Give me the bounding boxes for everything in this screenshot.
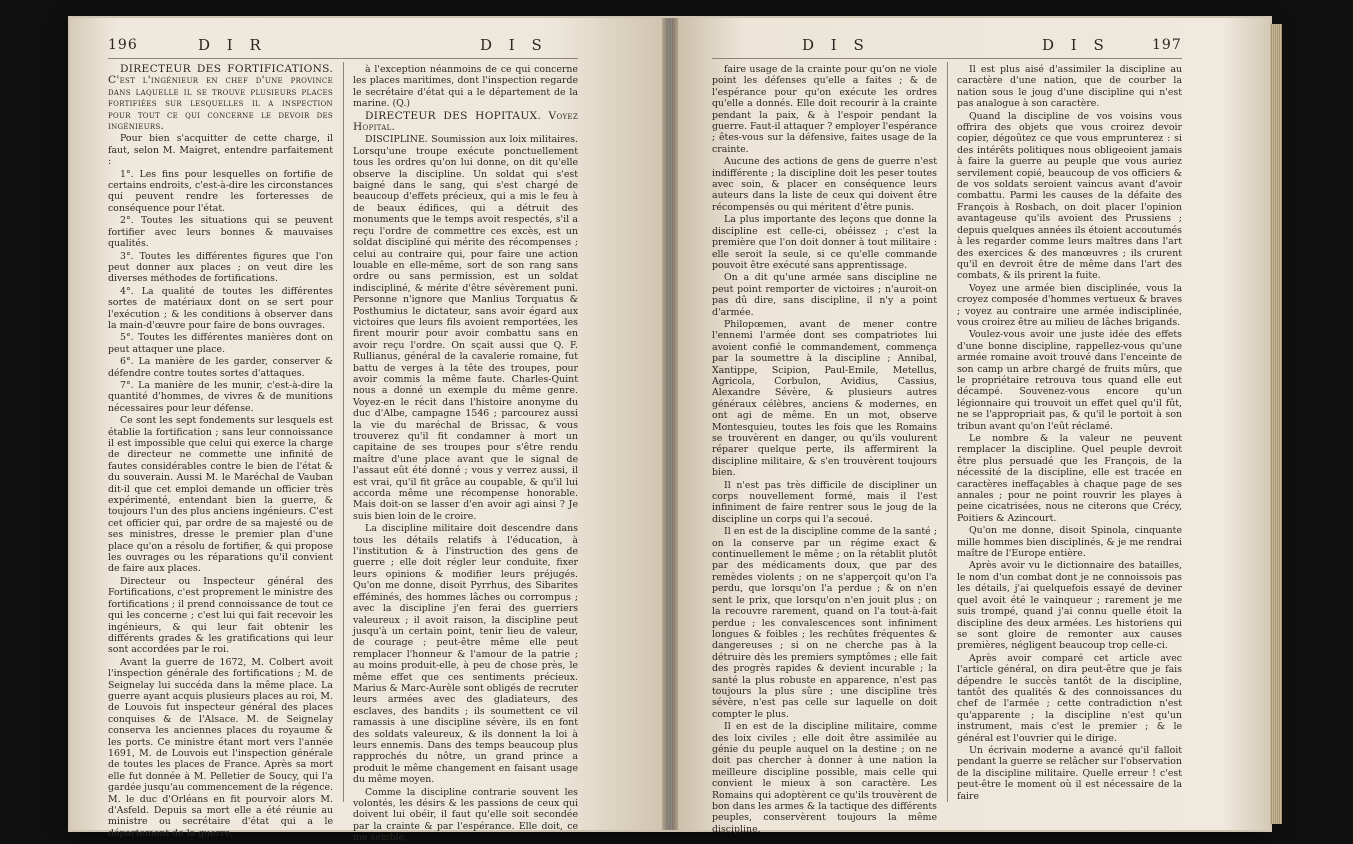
left-folio: 196 [108, 37, 138, 53]
paragraph: Quand la discipline de vos voisins vous offrira des objets que vous croirez devoir copier, dégoûtez ce que vous emprunterez : si des intérêts politiques nous obligeoient jamais à faire la guerre au peuple que vous auriez servilement copié, beaucoup de vos officiers & de vos soldats seroient vaincus avant d'avoir combattu. Parmi les causes de la défaite des François à Rosbach, on doit placer l'opinion avantageuse qu'ils avoient des Prussiens ; depuis quelques années ils étoient accoutumés à les regarder comme leurs maîtres dans l'art des exercices & des manœuvres ; ils crurent qu'il en devroit être de même dans l'art des combats, & ils prirent la fuite. [957, 110, 1182, 282]
paragraph: Directeur ou Inspecteur général des Fortifications, c'est proprement le ministre des fortifications ; il prend connoissance de tout ce qui les concerne ; c'est lui qui fait recevoir les ingénieurs, & qui leur fait obtenir les différents grades & les gratifications qui leur sont accordées par le roi. [108, 575, 333, 656]
entry-directeur-fortifications: DIRECTEUR DES FORTIFICATIONS. C'est l'ingénieur en chef d'une province dans laquelle il se trouve plusieurs places fortifiées sur lesquelles il a inspection pour tout ce qui concerne le devoir des ingénieurs. [108, 63, 333, 133]
paragraph: Ce sont les sept fondements sur lesquels est établie la fortification ; sans leur connoissance il est impossible que celui qui exerce la charge de directeur ne commette une infinité de fautes considérables contre le bien de l'état & du souverain. Aussi M. le Maréchal de Vauban dit-il que cet emploi demande un officier très expérimenté, entendant bien la guerre, & toujours l'un des plus anciens ingénieurs. C'est cet officier qui, par ordre de sa majesté ou de ses ministres, dresse le premier plan d'une place qu'on a résolu de fortifier, & qui propose les ouvrages ou les réparations qu'il convient de faire aux places. [108, 415, 333, 575]
right-running-head-title: D I S [1042, 36, 1110, 54]
left-column-1 [108, 63, 333, 839]
paragraph: Voulez-vous avoir une juste idée des effets d'une bonne discipline, rappellez-vous qu'une armée romaine avoit trouvé dans l'enceinte de son camp un arbre chargé de fruits mûrs, que le propriétaire retrouva tous quand elle eut décampé. Souvenez-vous encore qu'un légionnaire qui trouvoit un effet quel qu'il fût, ne se l'appropriait pas, & qu'il le portoit à son tribun avant qu'on l'eût réclamé. [957, 329, 1182, 432]
paragraph: La plus importante des leçons que donne la discipline est celle-ci, obéissez ; c'est la première que l'on doit donner à tout militaire : elle seroit la seule, si ce qu'elle commande pouvoit être exécuté sans apprentissage. [712, 214, 937, 271]
paragraph: Il est plus aisé d'assimiler la discipline au caractère d'une nation, que de courber la nation sous le joug d'une discipline qui n'est pas analogue à son caractère. [957, 64, 1182, 110]
paragraph: 2°. Toutes les situations qui se peuvent fortifier avec leurs bonnes & mauvaises qualités. [108, 215, 333, 250]
paragraph: Comme la discipline contrarie souvent les volontés, les désirs & les passions de ceux qui doivent lui obéir, il faut qu'elle soit secondée par la crainte & par l'espérance. Elle doit, ce me semble, [353, 786, 578, 844]
left-column-2 [353, 64, 578, 844]
paragraph: Après avoir vu le dictionnaire des batailles, le nom d'un combat dont je ne connoissois pas les détails, j'ai quelquefois essayé de deviner quel avoit été le vainqueur ; rarement je me suis trompé, quand j'ai connu quelle étoit la discipline des deux armées. Les historiens qui se sont gloire de remonter aux causes premières, négligent beaucoup trop celle-ci. [957, 560, 1182, 652]
paragraph: Un écrivain moderne a avancé qu'il falloit pendant la guerre se relâcher sur l'observation de la discipline militaire. Quelle erreur ! c'est peut-être le moment où il est nécessaire de la faire [957, 744, 1182, 802]
paragraph: La discipline militaire doit descendre dans tous les détails relatifs à l'éducation, à l'institution & à l'instruction des gens de guerre ; elle doit régler leur conduite, fixer leurs opinions & modifier leurs préjugés. Qu'on me donne, disoit Pyrrhus, des Sibarites efféminés, des hommes lâches ou corrompus ; avec la discipline j'en ferai des guerriers valeureux ; il avoit raison, la discipline peut jusqu'à un certain point, tenir lieu de valeur, de courage ; peut-être même elle peut remplacer l'honneur & l'amour de la patrie ; au moins produit-elle, à peu de chose près, le même effet que ces sentiments précieux. Marius & Marc-Aurèle sont obligés de recruter leurs armées avec des gladiateurs, des esclaves, des bandits ; ils soumettent ce vil ramassis à une discipline sévère, ils en font des soldats valeureux, & ils donnent la loi à leurs ennemis. Dans des temps beaucoup plus rapprochés du nôtre, un grand prince a produit le même changement en faisant usage du même moyen. [353, 523, 578, 786]
left-running-head-title: D I R [198, 36, 267, 54]
entry-directeur-hopitaux: DIRECTEUR DES HOPITAUX. Voyez Hopital. [353, 109, 578, 134]
paragraph: 3°. Toutes les différentes figures que l'on peut donner aux places ; on veut dire les diverses méthodes de fortifications. [108, 250, 333, 285]
book-gutter [662, 18, 678, 830]
right-column-2 [957, 64, 1182, 804]
paragraph: Il en est de la discipline militaire, comme des loix civiles ; elle doit être assimilée au génie du peuple auquel on la destine ; on ne doit pas chercher à donner à une nation la meilleure discipline possible, mais celle qui convient le mieux à son caractère. Les Romains qui adoptèrent ce qu'ils trouvèrent de bon dans les armes & la tactique des différents peuples, conservèrent toujours la même discipline. [712, 721, 937, 835]
paragraph: Pour bien s'acquitter de cette charge, il faut, selon M. Maigret, entendre parfaitement : [108, 133, 333, 168]
left-page [108, 36, 588, 844]
paragraph: Il n'est pas très difficile de discipliner un corps nouvellement formé, mais il l'est infiniment de faire rentrer sous le joug de la discipline un corps qui l'a secoué. [712, 479, 937, 525]
paragraph: à l'exception néanmoins de ce qui concerne les places maritimes, dont l'inspection regarde le secrétaire d'état qui a le département de la marine. (Q.) [353, 64, 578, 110]
right-column-1 [712, 64, 938, 835]
paragraph: Philopœmen, avant de mener contre l'ennemi l'armée dont ses compatriotes lui avoient confié le commandement, commença par la soumettre à la discipline ; Annibal, Xantippe, Scipion, Paul-Emile, Metellus, Agricola, Corbulon, Avidius, Cassius, Alexandre Sévère, & plusieurs autres généraux célèbres, anciens & modernes, en ont agi de même. En un mot, observe Montesquieu, toutes les fois que les Romains se trouvèrent en danger, ou qu'ils voulurent réparer quelque perte, ils affermirent la discipline militaire, & s'en trouvèrent toujours bien. [712, 318, 937, 479]
paragraph: 6°. La manière de les garder, conserver & défendre contre toutes sortes d'attaques. [108, 356, 333, 379]
right-head-rule [712, 58, 1182, 59]
paragraph: Après avoir comparé cet article avec l'article général, on dira peut-être que je fais dépendre le succès tantôt de la discipline, tantôt des qualités & des connoissances du chef de l'armée ; cette contradiction n'est qu'apparente ; la discipline n'est qu'un instrument, mais c'est le premier ; & le général est l'ouvrier qui le dirige. [957, 652, 1182, 744]
paragraph: Avant la guerre de 1672, M. Colbert avoit l'inspection générale des fortifications ; M. de Seignelay lui succéda dans la même place. La guerre ayant acquis plusieurs places au roi, M. de Louvois fut inspecteur général des places conquises & de l'Alsace. M. de Seignelay conserva les anciennes places du royaume & les ports. Ce ministre étant mort vers l'année 1691, M. de Louvois eut l'inspection générale de toutes les places de France. Après sa mort elle fut donnée à M. Pelletier de Soucy, qui l'a gardée jusqu'au commencement de la régence. M. le duc d'Orléans en fit pourvoir alors M. d'Asfeld. Depuis sa mort elle a été réunie au ministre ou secrétaire d'état qui a le département de la guerre, [108, 656, 333, 839]
paragraph: 4°. La qualité de toutes les différentes sortes de matériaux dont on se sert pour l'exécution ; & les conditions à observer dans la main-d'œuvre pour faire de bons ouvrages. [108, 285, 333, 331]
left-head-rule [108, 58, 578, 59]
right-page [712, 36, 1187, 835]
paragraph: Il en est de la discipline comme de la santé ; on la conserve par un régime exact & continuellement le même ; on la rétablit plutôt par des médicaments doux, que par des remèdes violents ; on ne s'apperçoit qu'on l'a perdu, que lorsqu'on l'a perdue ; & on n'en sent le prix, que lorsqu'on n'en jouit plus ; on la recouvre rarement, quand on l'a tout-à-fait perdue ; les convalescences sont infiniment longues & foibles ; les rechûtes fréquentes & dangereuses ; si on ne cherche pas à la détruire dès les premiers symptômes ; elle fait des progrès rapides & devient incurable ; la santé la plus robuste en apparence, n'est pas toujours la plus sûre ; une discipline très sévère, n'est pas celle sur laquelle on doit compter le plus. [712, 526, 937, 720]
right-folio: 197 [1152, 37, 1182, 53]
paragraph: Aucune des actions de gens de guerre n'est indifférente ; la discipline doit les peser toutes avec soin, & placer en conséquence leurs auteurs dans la liste de ceux qui doivent être récompensés ou qui méritent d'être punis. [712, 156, 937, 213]
right-running-head-title-1: D I S [802, 36, 870, 54]
paragraph: faire usage de la crainte pour qu'on ne viole point les défenses qu'elle a faites ; & de l'espérance pour qu'on exécute les ordres qu'elle a donnés. Elle doit recourir à la crainte pendant la paix, & à l'espoir pendant la guerre. Faut-il attaquer ? employer l'espérance ; êtes-vous sur la défensive, faites usage de la crainte. [712, 64, 938, 155]
left-running-head-title-2: D I S [480, 36, 548, 54]
entry-discipline: DISCIPLINE. Soumission aux loix militaires. Lorsqu'une troupe exécute ponctuellement tous les ordres qu'on lui donne, on dit qu'elle observe la discipline. Un soldat qui s'est baigné dans le sang, qui s'est chargé de beaucoup d'effets précieux, qui a mis le feu à de beaux édifices, qui a détruit des monuments que le temps avoit respectés, s'il a reçu l'ordre de commettre ces excès, est un soldat discipliné qui mérite des récompenses ; celui au contraire qui, pour faire une action louable en elle-même, sort de son rang sans ordre ou sans permission, est un soldat indiscipliné, & mérite d'être sévèrement puni. Personne n'ignore que Manlius Torquatus & Posthumius le dictateur, sans avoir égard aux victoires que leurs fils avoient remportées, les firent mourir pour avoir combattu sans en avoir reçu l'ordre. On sçait aussi que Q. F. Rullianus, général de la cavalerie romaine, fut battu de verges à la tête des troupes, pour avoir commis la même faute. Charles-Quint nous a donné un exemple du même genre. Voyez-en le récit dans l'histoire anonyme du duc d'Albe, campagne 1546 ; parcourez aussi la vie du maréchal de Brissac, & vous trouverez qu'il fit condamner à mort un capitaine de ses troupes pour s'être rendu maître d'une place avant que le signal de l'assaut eût été donné ; vous y verrez aussi, il est vrai, qu'il fit grâce au coupable, & qu'il lui accorda même une récompense honorable. Mais doit-on se lasser d'en avoir agi ainsi ? Je suis bien loin de le croire. [353, 134, 578, 522]
paragraph: Qu'on me donne, disoit Spinola, cinquante mille hommes bien disciplinés, & je me rendrai maître de l'Europe entière. [957, 525, 1182, 560]
paragraph: 7°. La manière de les munir, c'est-à-dire la quantité d'hommes, de vivres & de munitions nécessaires pour leur défense. [108, 379, 333, 414]
right-column-rule [947, 62, 948, 802]
paragraph: On a dit qu'une armée sans discipline ne peut point remporter de victoires ; n'auroit-on pas dû dire, sans discipline, il n'y a point d'armée. [712, 272, 937, 318]
paragraph: Le nombre & la valeur ne peuvent remplacer la discipline. Quel peuple devroit être plus persuadé que les François, de la nécessité de la discipline, elle est tracée en caractères ineffaçables à chaque page de ses annales ; pour ne point rouvrir les playes à peine cicatrisées, nous ne citerons que Crécy, Poitiers & Azincourt. [957, 433, 1182, 524]
page-edges [1270, 24, 1282, 824]
paragraph: 5°. Toutes les différentes manières dont on peut attaquer une place. [108, 332, 333, 355]
left-column-rule [343, 62, 344, 802]
paragraph: 1°. Les fins pour lesquelles on fortifie de certains endroits, c'est-à-dire les circonstances qui peuvent rendre les forteresses de conséquence pour l'état. [108, 168, 333, 214]
paragraph: Voyez une armée bien disciplinée, vous la croyez composée d'hommes vertueux & braves ; voyez au contraire une armée indisciplinée, vous croirez être au milieu de lâches brigands. [957, 282, 1182, 328]
